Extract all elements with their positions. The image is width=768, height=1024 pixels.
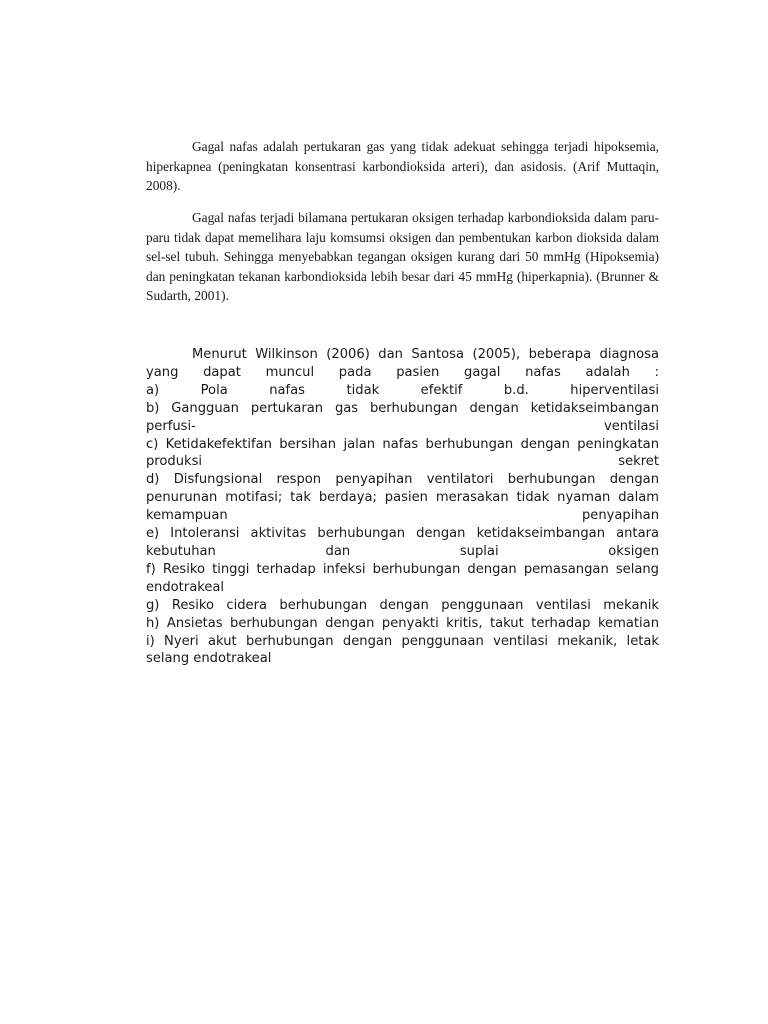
diagnosis-item: e) Intoleransi aktivitas berhubungan dengan ketidakseimbangan antara kebutuhan dan suplai oksigen [146,526,659,559]
diagnosis-intro: Menurut Wilkinson (2006) dan Santosa (2005), beberapa diagnosa yang dapat muncul pada pasien gagal nafas adalah : [146,347,659,380]
diagnosis-item: c) Ketidakefektifan bersihan jalan nafas berhubungan dengan peningkatan produksi sekret [146,436,659,470]
diagnosis-item: b) Gangguan pertukaran gas berhubungan dengan ketidakseimbangan perfusi- ventilasi [146,400,659,434]
diagnosis-item: i) Nyeri akut berhubungan dengan penggunaan ventilasi mekanik, letak selang endotrakeal [146,633,659,667]
diagnosis-item: d) Disfungsional respon penyapihan ventilatori berhubungan dengan penurunan motifasi; tak berdaya; pasien merasakan tidak nyaman dalam kemampuan penyapihan [146,472,659,524]
diagnosis-section [146,346,659,668]
diagnosis-item: h) Ansietas berhubungan dengan penyakti kritis, takut terhadap kematian [146,615,659,631]
paragraph-definition: Gagal nafas adalah pertukaran gas yang tidak adekuat sehingga terjadi hipoksemia, hiperkapnea (peningkatan konsentrasi karbondioksida arteri), dan asidosis. (Arif Muttaqin, 2008). [146,139,659,193]
diagnosis-item: f) Resiko tinggi terhadap infeksi berhubungan dengan pemasangan selang endotrakeal [146,561,659,595]
diagnosis-item: g) Resiko cidera berhubungan dengan penggunaan ventilasi mekanik [146,597,659,613]
paragraph-mechanism: Gagal nafas terjadi bilamana pertukaran oksigen terhadap karbondioksida dalam paru-paru tidak dapat memelihara laju komsumsi oksigen dan pembentukan karbon dioksida dalam sel-sel tubuh. Sehingga menyebabkan tegangan oksigen kurang dari 50 mmHg (Hipoksemia) dan peningkatan tekanan karbondioksida lebih besar dari 45 mmHg (hiperkapnia). (Brunner & Sudarth, 2001). [146,210,659,303]
diagnosis-item: a) Pola nafas tidak efektif b.d. hiperventilasi [146,382,659,398]
